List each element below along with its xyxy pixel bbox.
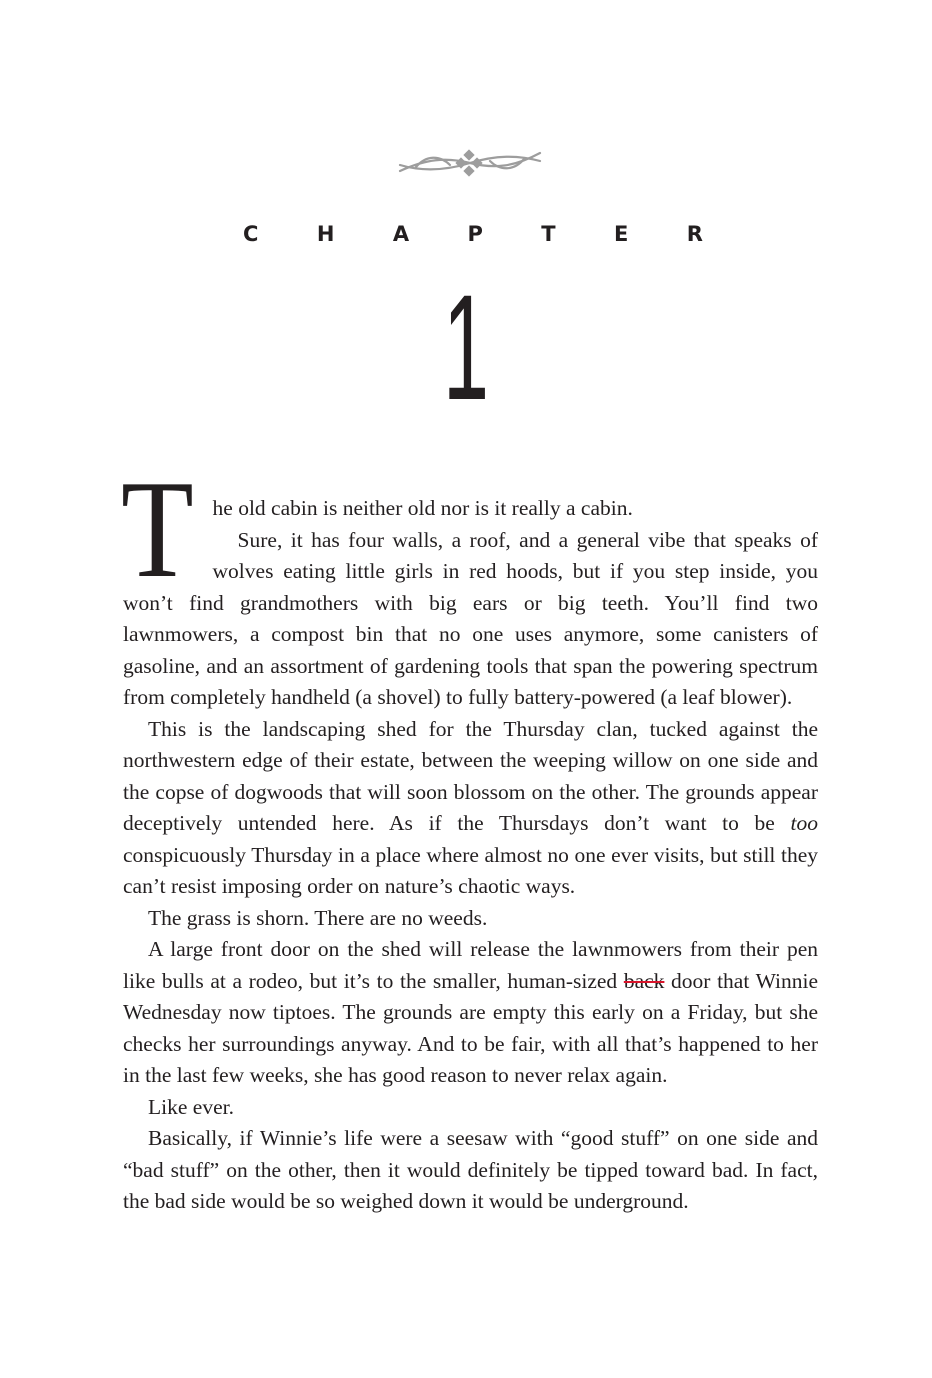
- chapter-letter: R: [686, 222, 703, 246]
- paragraph-text: This is the landscaping shed for the Thursday clan, tucked against the northwestern edge of their estate, between the weeping willow on one side and the copse of dogwoods that will soon blossom on the other. The grounds appear deceptively untended here. As if the Thursdays don’t want to be: [123, 716, 818, 835]
- flourish-ornament-icon: [396, 145, 544, 179]
- paragraph-text: A large front door on the shed will release the lawnmowers from their pen like bulls at a rodeo, but it’s to the smaller, human-sized: [123, 937, 818, 993]
- chapter-letter: H: [316, 222, 335, 246]
- chapter-letter: E: [614, 222, 629, 246]
- paragraph: [121, 452, 818, 714]
- paragraph: [123, 714, 818, 903]
- paragraph-text: he old cabin is neither old nor is it really a cabin.: [212, 496, 633, 520]
- chapter-body: [121, 452, 818, 1218]
- paragraph-text: Sure, it has four walls, a roof, and a general vibe that speaks of wolves eating little girls in red hoods, but if you step inside, you won’t find grandmothers with big ears or big teeth. You’ll find two lawnmowers, a compost bin that no one uses anymore, some canisters of gasoline, and an assortment of gardening tools that span the powering spectrum from completely handheld (a shovel) to fully battery-powered (a leaf blower).: [123, 527, 818, 709]
- paragraph: Basically, if Winnie’s life were a seesaw with “good stuff” on one side and “bad stuff” on the other, then it would definitely be tipped toward bad. In fact, the bad side would be so weighed down it would be underground.: [123, 1126, 818, 1213]
- chapter-number: 1: [443, 263, 489, 431]
- chapter-label: [243, 222, 703, 246]
- chapter-letter: A: [392, 222, 410, 246]
- strikethrough-edit: back: [623, 968, 665, 993]
- paragraph-text: door that Winnie Wednesday now tiptoes. The grounds are empty this early on a Friday, but she checks her surroundings anyway. And to be fair, with all that’s happened to her in the last few weeks, she has good reason to never relax again.: [123, 968, 818, 1087]
- emphasis-text: too: [790, 811, 818, 835]
- paragraph: Like ever.: [148, 1094, 234, 1119]
- chapter-letter: T: [541, 222, 556, 246]
- paragraph: The grass is shorn. There are no weeds.: [148, 905, 488, 930]
- chapter-letter: P: [467, 222, 483, 246]
- paragraph: [123, 934, 818, 1092]
- drop-cap: T: [121, 452, 194, 607]
- chapter-letter: C: [243, 222, 259, 246]
- paragraph-text: conspicuously Thursday in a place where almost no one ever visits, but still they can’t resist imposing order on nature’s chaotic ways.: [123, 842, 818, 898]
